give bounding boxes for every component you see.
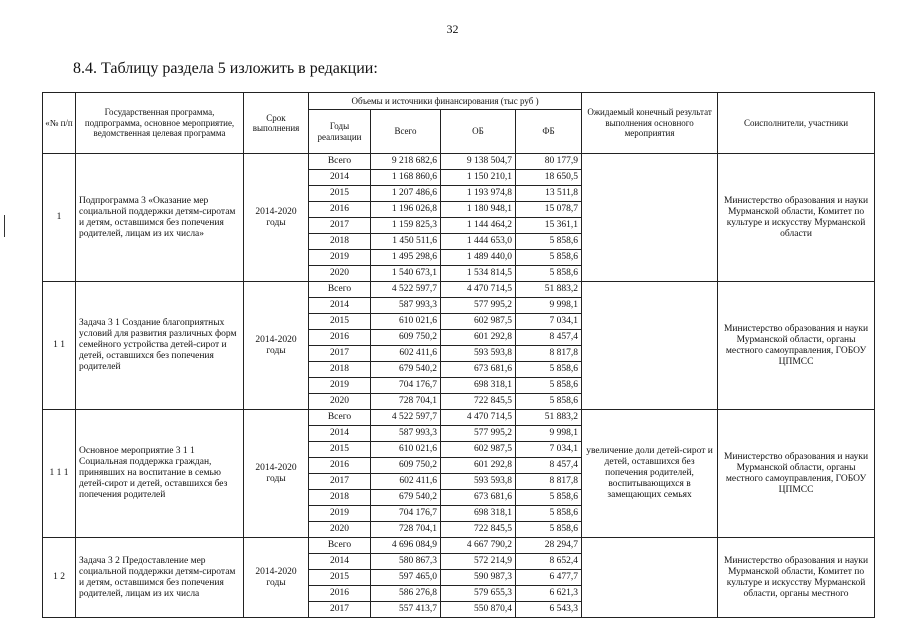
ob-cell: 1 444 653,0 [441, 234, 516, 250]
fb-cell: 51 883,2 [516, 282, 582, 298]
fb-cell: 80 177,9 [516, 154, 582, 170]
total-cell: 1 540 673,1 [371, 266, 441, 282]
fb-cell: 15 361,1 [516, 218, 582, 234]
fb-cell: 5 858,6 [516, 250, 582, 266]
ob-cell: 593 593,8 [441, 474, 516, 490]
year-cell: 2017 [309, 474, 371, 490]
year-cell: Всего [309, 410, 371, 426]
total-cell: 728 704,1 [371, 394, 441, 410]
total-cell: 602 411,6 [371, 346, 441, 362]
fb-cell: 5 858,6 [516, 522, 582, 538]
ob-cell: 577 995,2 [441, 298, 516, 314]
year-cell: 2018 [309, 362, 371, 378]
total-cell: 1 207 486,6 [371, 186, 441, 202]
participants-cell: Министерство образования и науки Мурманской области, Комитет по культуре и искусству Мурманской области [718, 154, 875, 282]
year-cell: 2016 [309, 202, 371, 218]
term-cell: 2014-2020 годы [244, 154, 309, 282]
year-cell: 2020 [309, 522, 371, 538]
year-cell: 2019 [309, 378, 371, 394]
header-program: Государственная программа, подпрограмма, основное мероприятие, ведомственная целевая программа [76, 93, 244, 154]
total-cell: 580 867,3 [371, 554, 441, 570]
year-cell: 2015 [309, 314, 371, 330]
ob-cell: 4 470 714,5 [441, 410, 516, 426]
fb-cell: 8 652,4 [516, 554, 582, 570]
total-cell: 1 450 511,6 [371, 234, 441, 250]
fb-cell: 8 817,8 [516, 346, 582, 362]
term-cell: 2014-2020 годы [244, 538, 309, 618]
year-cell: 2016 [309, 586, 371, 602]
ob-cell: 722 845,5 [441, 394, 516, 410]
fb-cell: 6 543,3 [516, 602, 582, 618]
ob-cell: 601 292,8 [441, 458, 516, 474]
participants-cell: Министерство образования и науки Мурманской области, органы местного самоуправления, ГОБОУ ЦПМСС [718, 282, 875, 410]
fb-cell: 5 858,6 [516, 506, 582, 522]
year-cell: 2015 [309, 570, 371, 586]
year-cell: 2015 [309, 442, 371, 458]
header-years: Годы реализации [309, 110, 371, 154]
year-cell: 2019 [309, 506, 371, 522]
year-cell: 2017 [309, 218, 371, 234]
program-name: Основное мероприятие 3 1 1 Социальная поддержка граждан, принявших на воспитание в семью детей-сирот и детей, оставшихся без попечения родителей [76, 410, 244, 538]
year-cell: 2020 [309, 394, 371, 410]
ob-cell: 579 655,3 [441, 586, 516, 602]
total-cell: 610 021,6 [371, 314, 441, 330]
fb-cell: 13 511,8 [516, 186, 582, 202]
total-cell: 4 522 597,7 [371, 282, 441, 298]
header-num: «№ п/п [43, 93, 76, 154]
fb-cell: 6 621,3 [516, 586, 582, 602]
term-cell: 2014-2020 годы [244, 410, 309, 538]
header-term: Срок выполнения [244, 93, 309, 154]
fb-cell: 8 457,4 [516, 458, 582, 474]
ob-cell: 602 987,5 [441, 314, 516, 330]
ob-cell: 593 593,8 [441, 346, 516, 362]
ob-cell: 1 144 464,2 [441, 218, 516, 234]
fb-cell: 9 998,1 [516, 426, 582, 442]
ob-cell: 722 845,5 [441, 522, 516, 538]
ob-cell: 1 534 814,5 [441, 266, 516, 282]
ob-cell: 698 318,1 [441, 506, 516, 522]
header-fb: ФБ [516, 110, 582, 154]
total-cell: 679 540,2 [371, 362, 441, 378]
year-cell: 2014 [309, 170, 371, 186]
fb-cell: 9 998,1 [516, 298, 582, 314]
fb-cell: 5 858,6 [516, 362, 582, 378]
fb-cell: 18 650,5 [516, 170, 582, 186]
total-cell: 704 176,7 [371, 378, 441, 394]
fb-cell: 7 034,1 [516, 314, 582, 330]
total-cell: 1 196 026,8 [371, 202, 441, 218]
section-title: 8.4. Таблицу раздела 5 изложить в редакции: [73, 60, 378, 77]
header-ob: ОБ [441, 110, 516, 154]
table-body [43, 154, 875, 618]
year-cell: Всего [309, 154, 371, 170]
total-cell: 1 159 825,3 [371, 218, 441, 234]
ob-cell: 577 995,2 [441, 426, 516, 442]
total-cell: 679 540,2 [371, 490, 441, 506]
funding-table [42, 92, 875, 618]
total-cell: 557 413,7 [371, 602, 441, 618]
year-cell: 2016 [309, 330, 371, 346]
table-row [43, 538, 875, 554]
year-cell: 2015 [309, 186, 371, 202]
fb-cell: 51 883,2 [516, 410, 582, 426]
header-total: Всего [371, 110, 441, 154]
year-cell: 2020 [309, 266, 371, 282]
table-row [43, 282, 875, 298]
row-number: 1 1 [43, 282, 76, 410]
year-cell: 2014 [309, 298, 371, 314]
year-cell: Всего [309, 282, 371, 298]
result-cell [582, 154, 718, 282]
participants-cell: Министерство образования и науки Мурманской области, органы местного самоуправления, ГОБОУ ЦПМСС [718, 410, 875, 538]
fb-cell: 5 858,6 [516, 490, 582, 506]
total-cell: 9 218 682,6 [371, 154, 441, 170]
total-cell: 587 993,3 [371, 298, 441, 314]
year-cell: 2017 [309, 602, 371, 618]
total-cell: 704 176,7 [371, 506, 441, 522]
fb-cell: 5 858,6 [516, 378, 582, 394]
ob-cell: 572 214,9 [441, 554, 516, 570]
ob-cell: 550 870,4 [441, 602, 516, 618]
total-cell: 587 993,3 [371, 426, 441, 442]
fb-cell: 7 034,1 [516, 442, 582, 458]
result-cell: увеличение доли детей-сирот и детей, оставшихся без попечения родителей, воспитывающихся в замещающих семьях [582, 410, 718, 538]
total-cell: 4 522 597,7 [371, 410, 441, 426]
fb-cell: 5 858,6 [516, 394, 582, 410]
result-cell [582, 538, 718, 618]
total-cell: 728 704,1 [371, 522, 441, 538]
ob-cell: 602 987,5 [441, 442, 516, 458]
participants-cell: Министерство образования и науки Мурманской области, Комитет по культуре и искусству Мурманской области, органы местного [718, 538, 875, 618]
row-number: 1 [43, 154, 76, 282]
fb-cell: 8 817,8 [516, 474, 582, 490]
fb-cell: 5 858,6 [516, 266, 582, 282]
margin-mark [4, 215, 5, 237]
year-cell: 2014 [309, 426, 371, 442]
ob-cell: 1 150 210,1 [441, 170, 516, 186]
year-cell: 2019 [309, 250, 371, 266]
header-participants: Соисполнители, участники [718, 93, 875, 154]
total-cell: 610 021,6 [371, 442, 441, 458]
table-row [43, 154, 875, 170]
fb-cell: 15 078,7 [516, 202, 582, 218]
year-cell: 2018 [309, 490, 371, 506]
year-cell: 2014 [309, 554, 371, 570]
year-cell: 2017 [309, 346, 371, 362]
program-name: Подпрограмма 3 «Оказание мер социальной поддержки детям-сиротам и детям, оставшимся без попечения родителей, лицам из их числа» [76, 154, 244, 282]
total-cell: 597 465,0 [371, 570, 441, 586]
header-result: Ожидаемый конечный результат выполнения основного мероприятия [582, 93, 718, 154]
total-cell: 602 411,6 [371, 474, 441, 490]
year-cell: Всего [309, 538, 371, 554]
program-name: Задача 3 1 Создание благоприятных условий для развития различных форм семейного устройства детей-сирот и детей, оставшихся без попечения родителей [76, 282, 244, 410]
page-number: 32 [446, 22, 459, 36]
ob-cell: 1 489 440,0 [441, 250, 516, 266]
ob-cell: 4 667 790,2 [441, 538, 516, 554]
ob-cell: 4 470 714,5 [441, 282, 516, 298]
program-name: Задача 3 2 Предоставление мер социальной поддержки детям-сиротам и детям, оставшимся без попечения родителей, лицам из их числа [76, 538, 244, 618]
total-cell: 4 696 084,9 [371, 538, 441, 554]
fb-cell: 5 858,6 [516, 234, 582, 250]
header-funding: Объемы и источники финансирования (тыс руб ) [309, 93, 582, 110]
ob-cell: 1 193 974,8 [441, 186, 516, 202]
fb-cell: 28 294,7 [516, 538, 582, 554]
year-cell: 2018 [309, 234, 371, 250]
total-cell: 1 168 860,6 [371, 170, 441, 186]
table-row [43, 410, 875, 426]
ob-cell: 1 180 948,1 [441, 202, 516, 218]
row-number: 1 1 1 [43, 410, 76, 538]
year-cell: 2016 [309, 458, 371, 474]
result-cell [582, 282, 718, 410]
ob-cell: 601 292,8 [441, 330, 516, 346]
term-cell: 2014-2020 годы [244, 282, 309, 410]
ob-cell: 9 138 504,7 [441, 154, 516, 170]
ob-cell: 673 681,6 [441, 490, 516, 506]
total-cell: 609 750,2 [371, 330, 441, 346]
total-cell: 586 276,8 [371, 586, 441, 602]
total-cell: 1 495 298,6 [371, 250, 441, 266]
row-number: 1 2 [43, 538, 76, 618]
total-cell: 609 750,2 [371, 458, 441, 474]
fb-cell: 6 477,7 [516, 570, 582, 586]
ob-cell: 590 987,3 [441, 570, 516, 586]
ob-cell: 698 318,1 [441, 378, 516, 394]
ob-cell: 673 681,6 [441, 362, 516, 378]
fb-cell: 8 457,4 [516, 330, 582, 346]
